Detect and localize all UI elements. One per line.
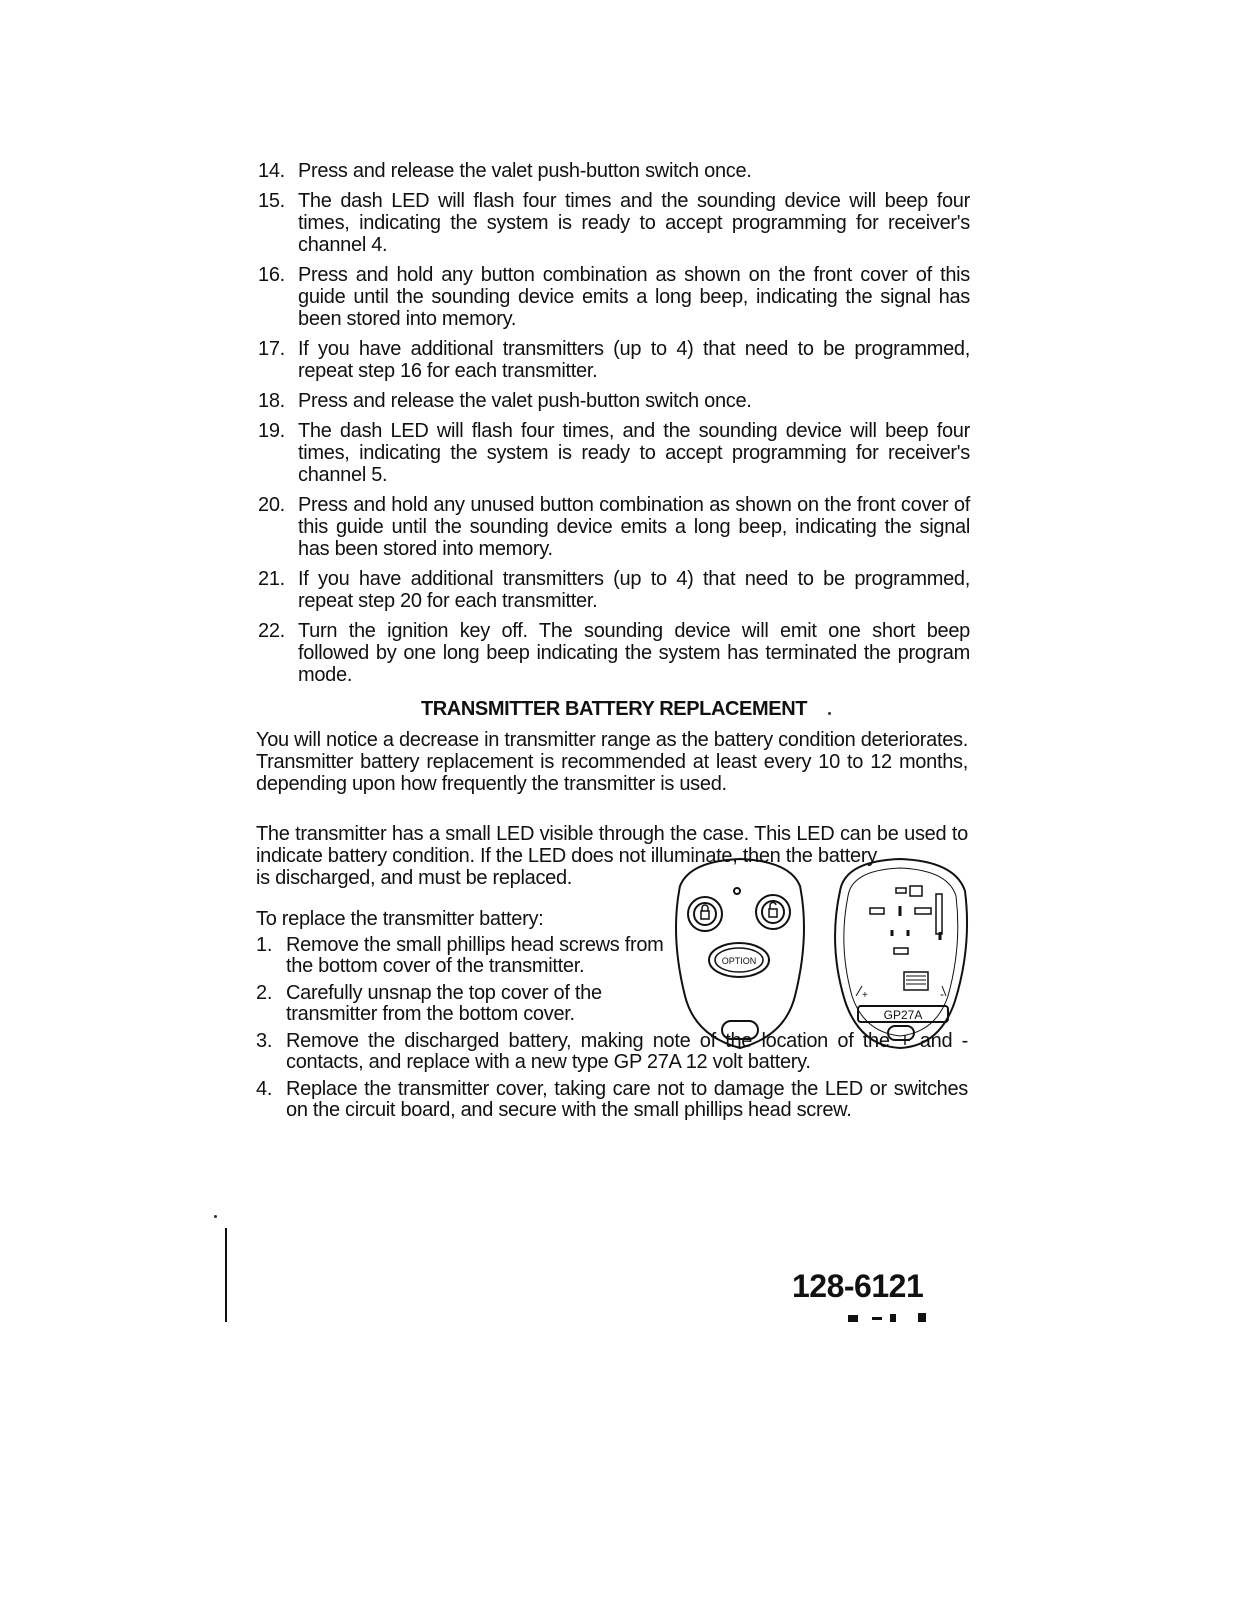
step-number: 20.	[258, 494, 285, 516]
step-text: Turn the ignition key off. The sounding device will emit one short beep followed by one long beep indicating the system has terminated the program mode.	[298, 620, 970, 686]
transmitter-illustration	[660, 856, 980, 1056]
step-number: 16.	[258, 264, 285, 286]
step-text: Press and hold any button combination as shown on the front cover of this guide until the sounding device emits a long beep, indicating the signal has been stored into memory.	[298, 264, 970, 330]
step-item	[258, 160, 970, 182]
replace-step-number: 1.	[256, 934, 273, 956]
replace-step-text: Carefully unsnap the top cover of the transmitter from the bottom cover.	[286, 982, 602, 1025]
step-number: 14.	[258, 160, 285, 182]
battery-paragraph-1: You will notice a decrease in transmitter range as the battery condition deteriorates. Transmitter battery replacement is recommended at least every 10 to 12 months, depending upon how frequently the transmitter is used.	[256, 729, 968, 795]
replace-step-item	[256, 935, 666, 977]
step-item	[258, 568, 970, 612]
unlock-button-icon	[756, 895, 790, 929]
replace-step-number: 4.	[256, 1078, 273, 1100]
transmitter-front-cover	[676, 859, 804, 1048]
step-text: The dash LED will flash four times and the sounding device will beep four times, indicating the system is ready to accept programming for receiver's channel 4.	[298, 190, 970, 256]
step-item	[258, 494, 970, 560]
step-number: 22.	[258, 620, 285, 642]
replace-step-text: Remove the discharged battery, making note of the location of the + and - contacts, and replace with a new type GP 27A 12 volt battery.	[286, 1030, 968, 1073]
step-text: Press and hold any unused button combination as shown on the front cover of this guide until the sounding device emits a long beep, indicating the signal has been stored into memory.	[298, 494, 970, 560]
step-item	[258, 190, 970, 256]
step-text: If you have additional transmitters (up to 4) that need to be programmed, repeat step 16 for each transmitter.	[298, 338, 970, 382]
scan-speck	[828, 712, 831, 715]
replace-step-text: Replace the transmitter cover, taking care not to damage the LED or switches on the circuit board, and secure with the small phillips head screw.	[286, 1078, 968, 1121]
step-item	[258, 390, 970, 412]
section-heading: TRANSMITTER BATTERY REPLACEMENT	[420, 698, 808, 720]
step-item	[258, 620, 970, 686]
step-item	[258, 420, 970, 486]
replace-step-number: 2.	[256, 982, 273, 1004]
battery-paragraph-2-line-1: The transmitter has a small LED visible through the case. This LED can be used to indicate battery condition. If the LED does not illuminate, then the battery	[256, 823, 968, 867]
bottom-button	[722, 1021, 758, 1039]
replace-step-item	[256, 1079, 968, 1121]
step-text: Press and release the valet push-button switch once.	[298, 160, 752, 182]
step-text: If you have additional transmitters (up to 4) that need to be programmed, repeat step 20 for each transmitter.	[298, 568, 970, 612]
step-number: 18.	[258, 390, 285, 412]
step-item	[258, 338, 970, 382]
part-number: 128-6121	[792, 1268, 924, 1304]
step-number: 17.	[258, 338, 285, 360]
step-item	[258, 264, 970, 330]
step-text: The dash LED will flash four times, and the sounding device will beep four times, indicating the system is ready to accept programming for receiver's channel 5.	[298, 420, 970, 486]
step-number: 15.	[258, 190, 285, 212]
plus-contact-label: +	[862, 990, 868, 1001]
replace-step-item	[256, 983, 666, 1025]
programming-steps	[258, 160, 970, 694]
battery-label: GP27A	[883, 1008, 923, 1022]
lock-button-icon	[688, 897, 722, 931]
step-number: 21.	[258, 568, 285, 590]
battery-paragraph-2-line-2: is discharged, and must be replaced.	[256, 867, 573, 889]
cut-off-page-indicator	[842, 1312, 932, 1322]
option-label: OPTION	[721, 956, 757, 966]
step-number: 19.	[258, 420, 285, 442]
margin-rule	[225, 1228, 227, 1322]
led-indicator-icon	[734, 888, 740, 894]
replace-intro: To replace the transmitter battery:	[256, 908, 544, 930]
replace-step-text: Remove the small phillips head screws from the bottom cover of the transmitter.	[286, 934, 664, 977]
replace-step-number: 3.	[256, 1030, 273, 1052]
scan-speck	[214, 1215, 217, 1218]
minus-contact-label: -	[940, 987, 944, 1001]
step-text: Press and release the valet push-button switch once.	[298, 390, 752, 412]
